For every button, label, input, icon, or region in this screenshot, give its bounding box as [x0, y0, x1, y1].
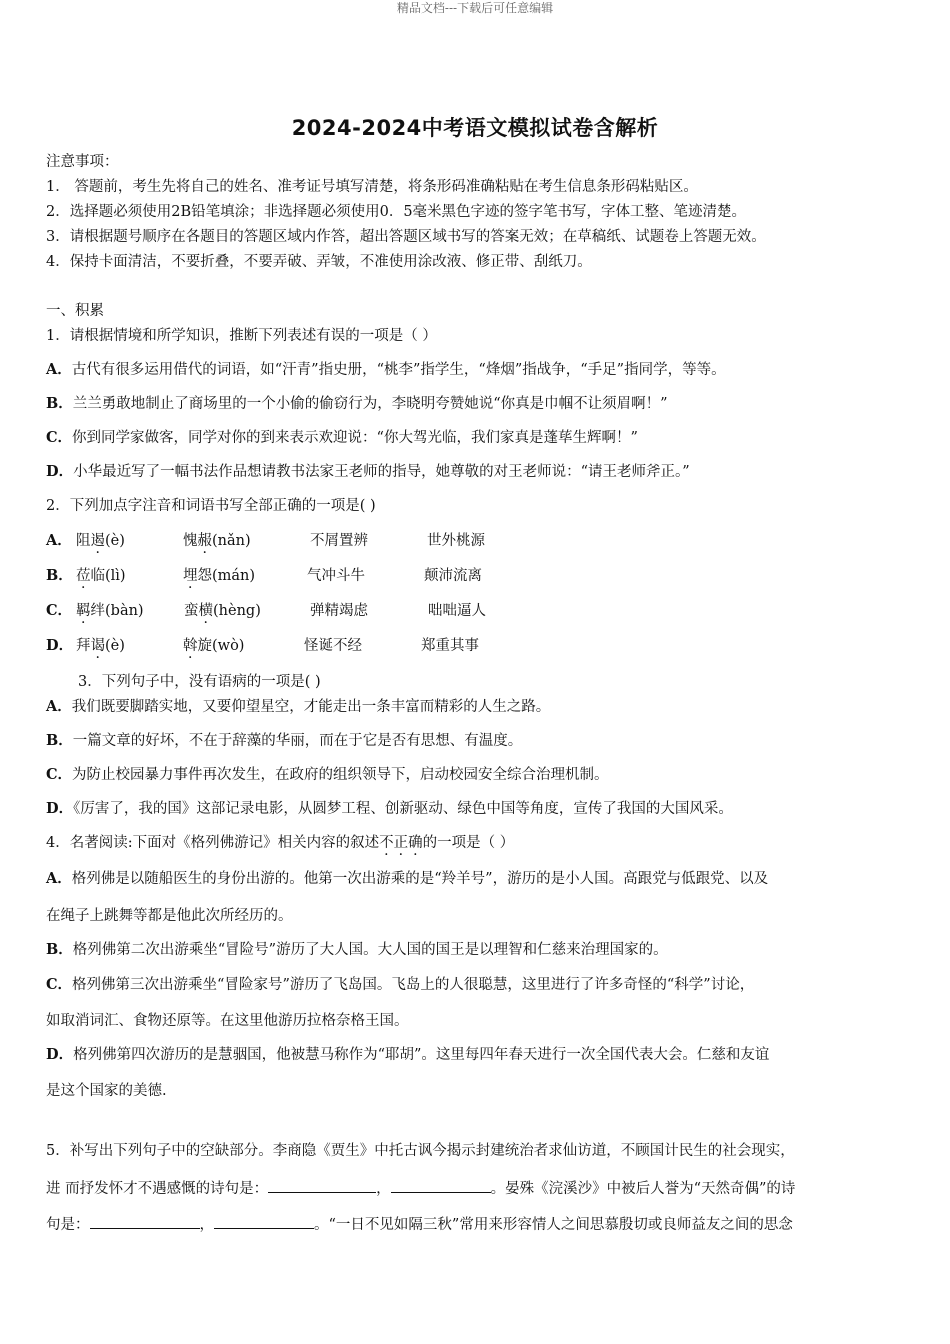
- option-text: 兰兰勇敢地制止了商场里的一个小偷的偷窃行为，李晓明夸赞她说“你真是巾帼不让须眉啊！”: [72, 396, 668, 412]
- q5-text: ，: [199, 1217, 214, 1233]
- q5-text: ，: [376, 1181, 391, 1197]
- question-5-line: 5．补写出下列句子中的空缺部分。李商隐《贾生》中托古讽今揭示封建统治者求仙访道，不顾国计民生的社会现实，: [46, 1143, 795, 1159]
- notice-item: 2．选择题必须使用2B铅笔填涂；非选择题必须使用0．5毫米黑色字迹的签字笔书写，字体工整、笔迹清楚。: [46, 204, 747, 220]
- option-label: A．: [46, 698, 72, 715]
- dotted-char: 羁: [76, 603, 91, 619]
- word-part: 绊(bàn): [90, 603, 144, 619]
- option-word-4: 世外桃源: [427, 533, 485, 549]
- dotted-char: 埋: [183, 568, 198, 584]
- option-word-3: 弹精竭虑: [310, 603, 368, 619]
- question-4-option-c-cont: 如取消词汇、食物还原等。在这里他游历拉格奈格王国。: [46, 1013, 409, 1029]
- question-1-option-b: [46, 394, 916, 414]
- dotted-char: 确: [408, 835, 423, 851]
- option-word-1: [76, 601, 144, 621]
- option-text: 一篇文章的好坏，不在于辞藻的华丽，而在于它是否有思想、有温度。: [72, 733, 523, 749]
- word-part: 怨(mán): [197, 568, 256, 584]
- dotted-char: 赧: [197, 533, 212, 549]
- word-part: (hèng): [213, 603, 261, 619]
- dotted-char: 遏: [90, 533, 105, 549]
- question-4-stem: [46, 833, 916, 853]
- option-text: 小华最近写了一幅书法作品想请教书法家王老师的指导，她尊敬的对王老师说：“请王老师斧正。”: [73, 464, 690, 480]
- q5-text: 。晏殊《浣溪沙》中被后人誉为“天然奇偶”的诗: [490, 1181, 796, 1197]
- question-3-option-b: [46, 731, 916, 751]
- notice-item: 3．请根据题号顺序在各题目的答题区域内作答，超出答题区域书写的答案无效；在草稿纸、试题卷上答题无效。: [46, 229, 766, 245]
- option-text: 古代有很多运用借代的词语，如“汗青”指史册，“桃李”指学生，“烽烟”指战争，“手足”指同学，等等。: [71, 362, 726, 378]
- dotted-char: 斡: [183, 638, 198, 654]
- option-label: D．: [46, 463, 74, 480]
- question-2-option-d: [46, 636, 916, 658]
- notice-item: 4．保持卡面清洁，不要折叠，不要弄破、弄皱，不准使用涂改液、修正带、刮纸刀。: [46, 254, 592, 270]
- option-word-4: 咄咄逼人: [428, 603, 486, 619]
- question-3-option-a: [46, 697, 916, 717]
- word-part: (è): [105, 638, 125, 654]
- option-word-2: [184, 601, 261, 621]
- option-text: 为防止校园暴力事件再次发生，在政府的组织领导下，启动校园安全综合治理机制。: [72, 767, 609, 783]
- question-5-line: [46, 1178, 916, 1199]
- option-word-4: 颠沛流离: [424, 568, 482, 584]
- word-part: (nǎn): [212, 533, 251, 549]
- question-4-option-b: [46, 940, 916, 960]
- option-label: C．: [46, 429, 73, 446]
- dotted-char: 不: [379, 835, 394, 851]
- option-label: A．: [46, 532, 72, 549]
- page-title: 2024-2024中考语文模拟试卷含解析: [291, 116, 659, 140]
- dotted-char: 莅: [76, 568, 91, 584]
- option-label: B．: [46, 941, 73, 958]
- answer-blank[interactable]: [90, 1214, 200, 1229]
- question-4-option-c: [46, 975, 916, 995]
- notice-heading: 注意事项：: [46, 154, 119, 170]
- option-word-2: [183, 531, 251, 551]
- option-word-1: [76, 531, 125, 551]
- section-heading: 一、积累: [46, 303, 104, 319]
- option-text: 格列佛是以随船医生的身份出游的。他第一次出游乘的是“羚羊号”，游历的是小人国。高跟党与低跟党、以及: [71, 871, 769, 887]
- question-4-option-d-cont: 是这个国家的美德.: [46, 1083, 167, 1099]
- stem-text: 4．名著阅读:下面对《格列佛游记》相关内容的叙述: [46, 835, 380, 851]
- answer-blank[interactable]: [268, 1178, 376, 1193]
- question-4-option-d: [46, 1045, 916, 1065]
- header-note: 精品文档---下载后可任意编辑: [396, 1, 554, 15]
- option-text: 你到同学家做客，同学对你的到来表示欢迎说：“你大驾光临，我们家真是蓬荜生辉啊！”: [72, 430, 638, 446]
- option-word-2: [183, 636, 244, 656]
- option-label: C．: [46, 602, 73, 619]
- question-3-option-c: [46, 765, 916, 785]
- question-1-option-c: [46, 428, 916, 448]
- option-text: 格列佛第二次出游乘坐“冒险号”游历了大人国。大人国的国王是以理智和仁慈来治理国家的。: [72, 942, 668, 958]
- option-text: 《厉害了，我的国》这部记录电影，从圆梦工程、创新驱动、绿色中国等角度，宣传了我国的大国风采。: [73, 801, 733, 817]
- option-label: D．: [46, 637, 74, 654]
- question-1-option-a: [46, 360, 916, 380]
- dotted-char: 谒: [90, 638, 105, 654]
- option-label: D．: [46, 800, 74, 817]
- notice-item: 1． 答题前，考生先将自己的姓名、准考证号填写清楚，将条形码准确粘贴在考生信息条形码粘贴区。: [46, 179, 698, 195]
- word-part: 阻: [76, 533, 91, 549]
- q5-text: 进 而抒发怀才不遇感慨的诗句是：: [46, 1181, 269, 1197]
- option-text: 格列佛第三次出游乘坐“冒险家号”游历了飞岛国。飞岛上的人很聪慧，这里进行了许多奇怪的“科学”讨论，: [72, 977, 755, 993]
- word-part: 蛮: [184, 603, 199, 619]
- question-2-option-a: [46, 531, 916, 553]
- question-1-stem: 1．请根据情境和所学知识，推断下列表述有误的一项是（ ）: [46, 328, 437, 344]
- question-3-stem: 3．下列句子中，没有语病的一项是( ): [78, 674, 321, 690]
- question-4-option-a: [46, 869, 916, 889]
- option-word-3: 气冲斗牛: [307, 568, 365, 584]
- question-2-stem: 2．下列加点字注音和词语书写全部正确的一项是( ): [46, 498, 376, 514]
- answer-blank[interactable]: [214, 1214, 314, 1229]
- question-2-option-b: [46, 566, 916, 588]
- option-label: C．: [46, 976, 73, 993]
- option-label: B．: [46, 567, 73, 584]
- stem-text: 的一项是（ ）: [422, 835, 515, 851]
- option-word-1: [76, 566, 126, 586]
- question-3-option-d: [46, 799, 916, 819]
- option-label: A．: [46, 361, 72, 378]
- dotted-char: 横: [198, 603, 213, 619]
- option-label: B．: [46, 395, 73, 412]
- option-text: 我们既要脚踏实地，又要仰望星空，才能走出一条丰富而精彩的人生之路。: [71, 699, 551, 715]
- word-part: 临(lì): [90, 568, 126, 584]
- option-label: D．: [46, 1046, 74, 1063]
- word-part: 拜: [76, 638, 91, 654]
- dotted-char: 正: [393, 835, 409, 851]
- question-4-option-a-cont: 在绳子上跳舞等都是他此次所经历的。: [46, 908, 293, 924]
- word-part: (è): [105, 533, 125, 549]
- option-word-3: 怪诞不经: [304, 638, 362, 654]
- option-text: 格列佛第四次游历的是慧骃国，他被慧马称作为“耶胡”。这里每四年春天进行一次全国代表大会。仁慈和友谊: [73, 1047, 770, 1063]
- option-label: B．: [46, 732, 73, 749]
- question-5-line: [46, 1214, 916, 1235]
- answer-blank[interactable]: [391, 1178, 491, 1193]
- word-part: 愧: [183, 533, 198, 549]
- question-1-option-d: [46, 462, 916, 482]
- q5-text: 。“一日不见如隔三秋”常用来形容情人之间思慕殷切或良师益友之间的思念: [314, 1217, 793, 1233]
- option-label: A．: [46, 870, 72, 887]
- option-label: C．: [46, 766, 73, 783]
- option-word-4: 郑重其事: [421, 638, 479, 654]
- question-2-option-c: [46, 601, 916, 623]
- option-word-2: [183, 566, 255, 586]
- word-part: 旋(wò): [197, 638, 245, 654]
- q5-text: 句是：: [46, 1217, 90, 1233]
- option-word-1: [76, 636, 125, 656]
- option-word-3: 不屑置辨: [310, 533, 368, 549]
